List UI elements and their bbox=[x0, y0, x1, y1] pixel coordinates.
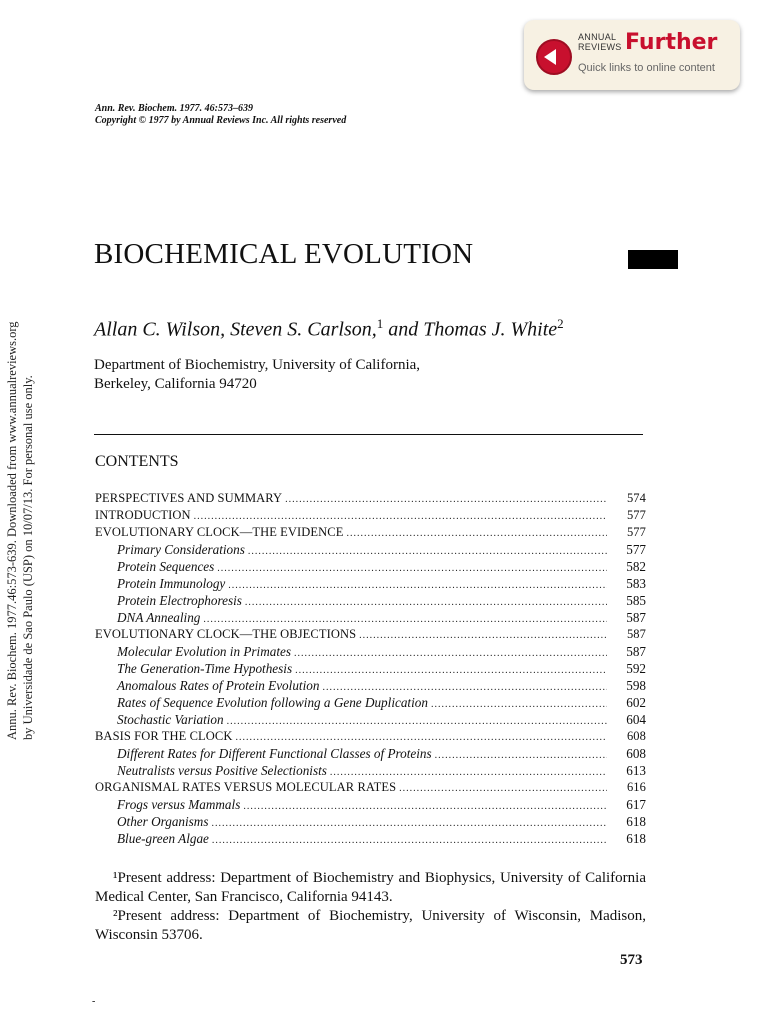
toc-entry[interactable] bbox=[95, 813, 646, 830]
toc-leader-dots bbox=[399, 780, 607, 797]
toc-entry-label: Primary Considerations bbox=[117, 542, 245, 557]
toc-entry-label: The Generation-Time Hypothesis bbox=[117, 661, 293, 676]
toc-leader-dots bbox=[235, 729, 607, 746]
toc-leader-dots bbox=[295, 662, 607, 679]
page-number: 573 bbox=[620, 952, 643, 968]
toc-entry-page: 585 bbox=[626, 593, 646, 608]
toc-entry[interactable] bbox=[95, 677, 646, 694]
toc-entry-label: Different Rates for Different Functional Classes of Proteins bbox=[117, 746, 432, 761]
toc-entry-label: Anomalous Rates of Protein Evolution bbox=[117, 678, 320, 693]
toc-leader-dots bbox=[294, 645, 607, 662]
footnote-2: ²Present address: Department of Biochemistry, University of Wisconsin, Madison, Wisconsin 53706. bbox=[95, 908, 646, 943]
toc-entry-page: 604 bbox=[626, 712, 646, 727]
brand-line2: REVIEWS bbox=[578, 42, 622, 52]
download-watermark bbox=[4, 321, 36, 740]
toc-entry-page: 587 bbox=[626, 627, 646, 641]
toc-entry-label: PERSPECTIVES AND SUMMARY bbox=[95, 491, 283, 505]
black-marker bbox=[628, 250, 678, 269]
toc-entry[interactable] bbox=[95, 643, 646, 660]
toc-entry-page: 577 bbox=[626, 508, 646, 522]
citation-line2: Copyright © 1977 by Annual Reviews Inc. All rights reserved bbox=[95, 115, 347, 126]
toc-entry[interactable] bbox=[95, 507, 646, 524]
bottom-mark: - bbox=[92, 996, 96, 1007]
contents-heading: CONTENTS bbox=[95, 453, 179, 470]
toc-entry-label: DNA Annealing bbox=[117, 610, 201, 625]
toc-entry[interactable] bbox=[95, 694, 646, 711]
toc-entry[interactable] bbox=[95, 796, 646, 813]
authors-part1: Allan C. Wilson, Steven S. Carlson, bbox=[94, 318, 377, 341]
toc-leader-dots bbox=[285, 491, 607, 508]
quick-links-tagline: Quick links to online content bbox=[578, 62, 715, 74]
toc-leader-dots bbox=[435, 747, 607, 764]
toc-entry-label: EVOLUTIONARY CLOCK—THE OBJECTIONS bbox=[95, 627, 357, 641]
toc-entry-label: ORGANISMAL RATES VERSUS MOLECULAR RATES bbox=[95, 780, 397, 794]
footnote-1: ¹Present address: Department of Biochemistry and Biophysics, University of California Medical Center, San Francisco, California 94143. bbox=[95, 870, 646, 905]
watermark-line1: Annu. Rev. Biochem. 1977.46:573-639. Downloaded from www.annualreviews.org bbox=[5, 321, 19, 740]
toc-entry-label: Protein Immunology bbox=[117, 576, 226, 591]
toc-entry-page: 583 bbox=[626, 576, 646, 591]
toc-entry[interactable] bbox=[95, 524, 646, 541]
annual-reviews-logo bbox=[578, 32, 622, 52]
toc-entry-page: 608 bbox=[626, 729, 646, 743]
toc-leader-dots bbox=[227, 713, 607, 730]
toc-entry-label: Stochastic Variation bbox=[117, 712, 224, 727]
toc-entry-label: Blue-green Algae bbox=[117, 831, 209, 846]
toc-entry[interactable] bbox=[95, 558, 646, 575]
horizontal-rule bbox=[94, 434, 643, 435]
play-icon bbox=[536, 39, 572, 75]
toc-entry-label: Rates of Sequence Evolution following a Gene Duplication bbox=[117, 695, 428, 710]
toc-entry-label: INTRODUCTION bbox=[95, 508, 191, 522]
toc-entry-page: 574 bbox=[626, 491, 646, 505]
toc-entry[interactable] bbox=[95, 541, 646, 558]
toc-entry-page: 617 bbox=[626, 797, 646, 812]
toc-entry-label: BASIS FOR THE CLOCK bbox=[95, 729, 233, 743]
toc-leader-dots bbox=[212, 832, 607, 849]
watermark-line2: by Universidade de Sao Paulo (USP) on 10/07/13. For personal use only. bbox=[21, 375, 35, 740]
toc-entry[interactable] bbox=[95, 745, 646, 762]
toc-leader-dots bbox=[194, 508, 607, 525]
toc-entry-page: 618 bbox=[626, 831, 646, 846]
toc-entry[interactable] bbox=[95, 609, 646, 626]
toc-entry-label: Frogs versus Mammals bbox=[117, 797, 241, 812]
toc-entry-page: 602 bbox=[626, 695, 646, 710]
toc-entry-page: 608 bbox=[626, 746, 646, 761]
toc-leader-dots bbox=[431, 696, 607, 713]
toc-leader-dots bbox=[211, 815, 607, 832]
toc-entry-page: 587 bbox=[626, 644, 646, 659]
toc-entry-page: 592 bbox=[626, 661, 646, 676]
toc-entry-page: 598 bbox=[626, 678, 646, 693]
toc-leader-dots bbox=[346, 525, 607, 542]
toc-entry-page: 618 bbox=[626, 814, 646, 829]
toc-leader-dots bbox=[245, 594, 607, 611]
toc-entry-label: Molecular Evolution in Primates bbox=[117, 644, 291, 659]
toc-entry[interactable] bbox=[95, 660, 646, 677]
citation-line1: Ann. Rev. Biochem. 1977. 46:573–639 bbox=[95, 103, 253, 114]
annual-reviews-further-badge[interactable] bbox=[524, 20, 740, 90]
toc-leader-dots bbox=[228, 577, 607, 594]
toc-entry[interactable] bbox=[95, 830, 646, 847]
toc-entry[interactable] bbox=[95, 711, 646, 728]
authors-part2: and Thomas J. White bbox=[383, 318, 558, 341]
authors bbox=[94, 316, 564, 342]
toc-entry-page: 587 bbox=[626, 610, 646, 625]
toc-leader-dots bbox=[359, 627, 607, 644]
toc-entry[interactable] bbox=[95, 575, 646, 592]
toc-entry[interactable] bbox=[95, 592, 646, 609]
toc-entry[interactable] bbox=[95, 626, 646, 643]
table-of-contents bbox=[95, 490, 646, 847]
toc-entry-label: Neutralists versus Positive Selectionists bbox=[117, 763, 327, 778]
footnotes bbox=[95, 869, 646, 945]
footnote-ref-1: 1 bbox=[376, 316, 384, 331]
article-title: BIOCHEMICAL EVOLUTION bbox=[94, 238, 474, 270]
brand-line1: ANNUAL bbox=[578, 32, 617, 42]
toc-entry-page: 577 bbox=[626, 542, 646, 557]
toc-entry-label: Other Organisms bbox=[117, 814, 209, 829]
toc-entry-page: 616 bbox=[626, 780, 646, 794]
toc-leader-dots bbox=[217, 560, 607, 577]
toc-entry[interactable] bbox=[95, 762, 646, 779]
affiliation-line1: Department of Biochemistry, University of California, bbox=[94, 357, 421, 373]
toc-entry[interactable] bbox=[95, 779, 646, 796]
toc-entry-label: Protein Sequences bbox=[117, 559, 215, 574]
toc-entry-page: 582 bbox=[626, 559, 646, 574]
citation bbox=[95, 103, 346, 127]
toc-entry-label: Protein Electrophoresis bbox=[117, 593, 242, 608]
toc-entry[interactable] bbox=[95, 728, 646, 745]
further-label: Further bbox=[625, 30, 718, 55]
toc-entry-page: 577 bbox=[626, 525, 646, 539]
toc-leader-dots bbox=[243, 798, 607, 815]
toc-entry-label: EVOLUTIONARY CLOCK—THE EVIDENCE bbox=[95, 525, 344, 539]
toc-leader-dots bbox=[248, 543, 607, 560]
footnote-ref-2: 2 bbox=[557, 316, 564, 331]
affiliation bbox=[94, 356, 420, 394]
toc-entry[interactable] bbox=[95, 490, 646, 507]
affiliation-line2: Berkeley, California 94720 bbox=[94, 376, 257, 392]
toc-entry-page: 613 bbox=[626, 763, 646, 778]
